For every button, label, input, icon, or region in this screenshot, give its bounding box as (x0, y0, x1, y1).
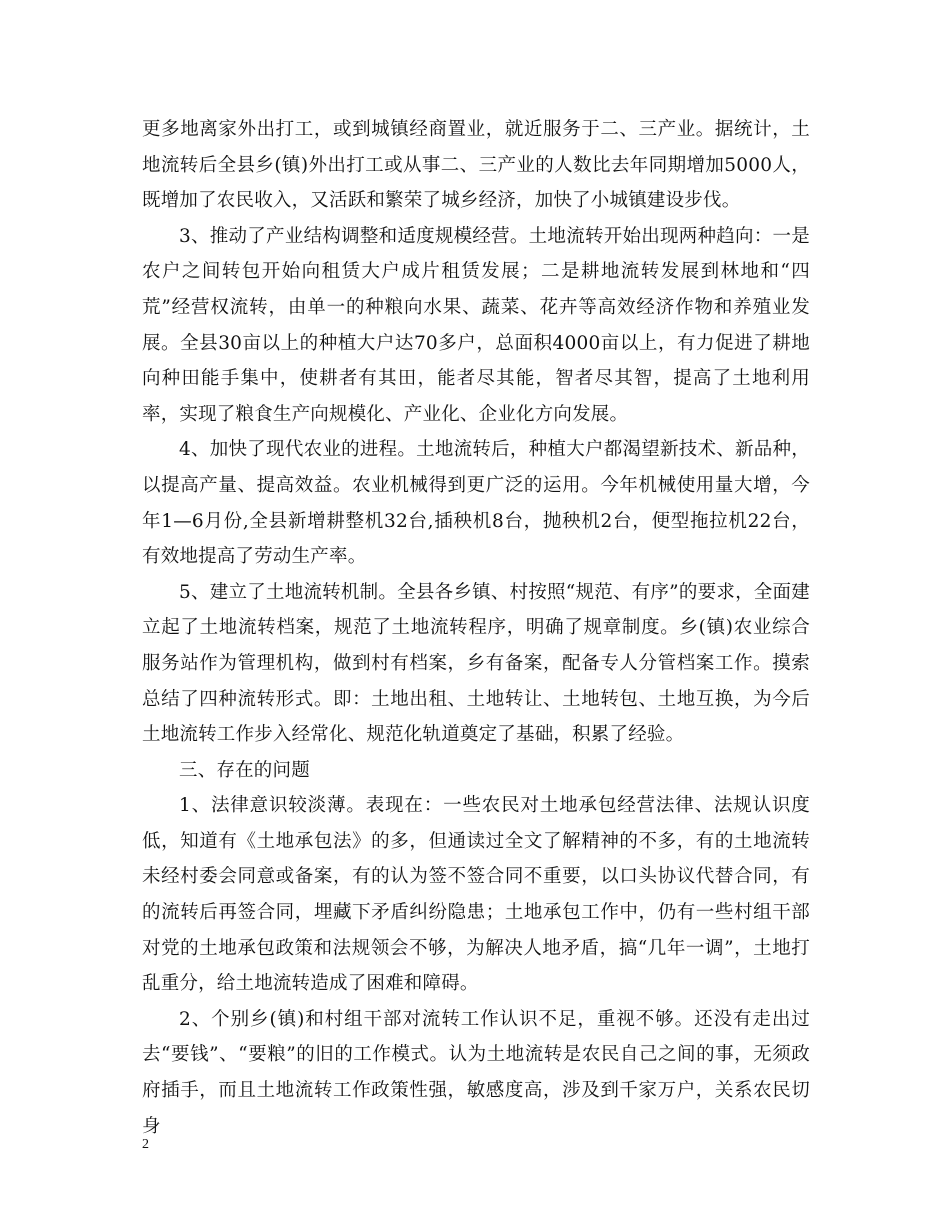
paragraph-problem-2: 2、个别乡(镇)和村组干部对流转工作认识不足，重视不够。还没有走出过去“要钱”、“要粮”的旧的工作模式。认为土地流转是农民自己之间的事，无须政府插手，而且土地流转工作政策性强，敏感度高，涉及到千家万户，关系农民切身 (142, 1008, 810, 1137)
page-number: 2 (142, 1137, 149, 1152)
section-heading-problems: 三、存在的问题 (179, 759, 310, 781)
document-body (142, 112, 810, 1144)
paragraph-continuation: 更多地离家外出打工，或到城镇经商置业，就近服务于二、三产业。据统计，土地流转后全县乡(镇)外出打工或从事二、三产业的人数比去年同期增加5000人，既增加了农民收入，又活跃和繁荣了城乡经济，加快了小城镇建设步伐。 (142, 119, 810, 212)
paragraph-problem-1: 1、法律意识较淡薄。表现在：一些农民对土地承包经营法律、法规认识度低，知道有《土地承包法》的多，但通读过全文了解精神的不多，有的土地流转未经村委会同意或备案，有的认为签不签合同不重要，以口头协议代替合同，有的流转后再签合同，埋藏下矛盾纠纷隐患；土地承包工作中，仍有一些村组干部对党的土地承包政策和法规领会不够，为解决人地矛盾，搞“几年一调”，土地打乱重分，给土地流转造成了困难和障碍。 (142, 795, 810, 995)
paragraph-point-4: 4、加快了现代农业的进程。土地流转后，种植大户都渴望新技术、新品种，以提高产量、提高效益。农业机械得到更广泛的运用。今年机械使用量大增，今年1—6月份,全县新增耕整机32台,插秧机8台，抛秧机2台，便型拖拉机22台，有效地提高了劳动生产率。 (142, 439, 810, 568)
paragraph-point-5: 5、建立了土地流转机制。全县各乡镇、村按照“规范、有序”的要求，全面建立起了土地流转档案，规范了土地流转程序，明确了规章制度。乡(镇)农业综合服务站作为管理机构，做到村有档案，乡有备案，配备专人分管档案工作。摸索总结了四种流转形式。即：土地出租、土地转让、土地转包、土地互换，为今后土地流转工作步入经常化、规范化轨道奠定了基础，积累了经验。 (142, 581, 810, 746)
paragraph-point-3: 3、推动了产业结构调整和适度规模经营。土地流转开始出现两种趋向：一是农户之间转包开始向租赁大户成片租赁发展；二是耕地流转发展到林地和“四荒”经营权流转，由单一的种粮向水果、蔬菜、花卉等高效经济作物和养殖业发展。全县30亩以上的种植大户达70多户，总面积4000亩以上，有力促进了耕地向种田能手集中，使耕者有其田，能者尽其能，智者尽其智，提高了土地利用率，实现了粮食生产向规模化、产业化、企业化方向发展。 (142, 225, 810, 425)
